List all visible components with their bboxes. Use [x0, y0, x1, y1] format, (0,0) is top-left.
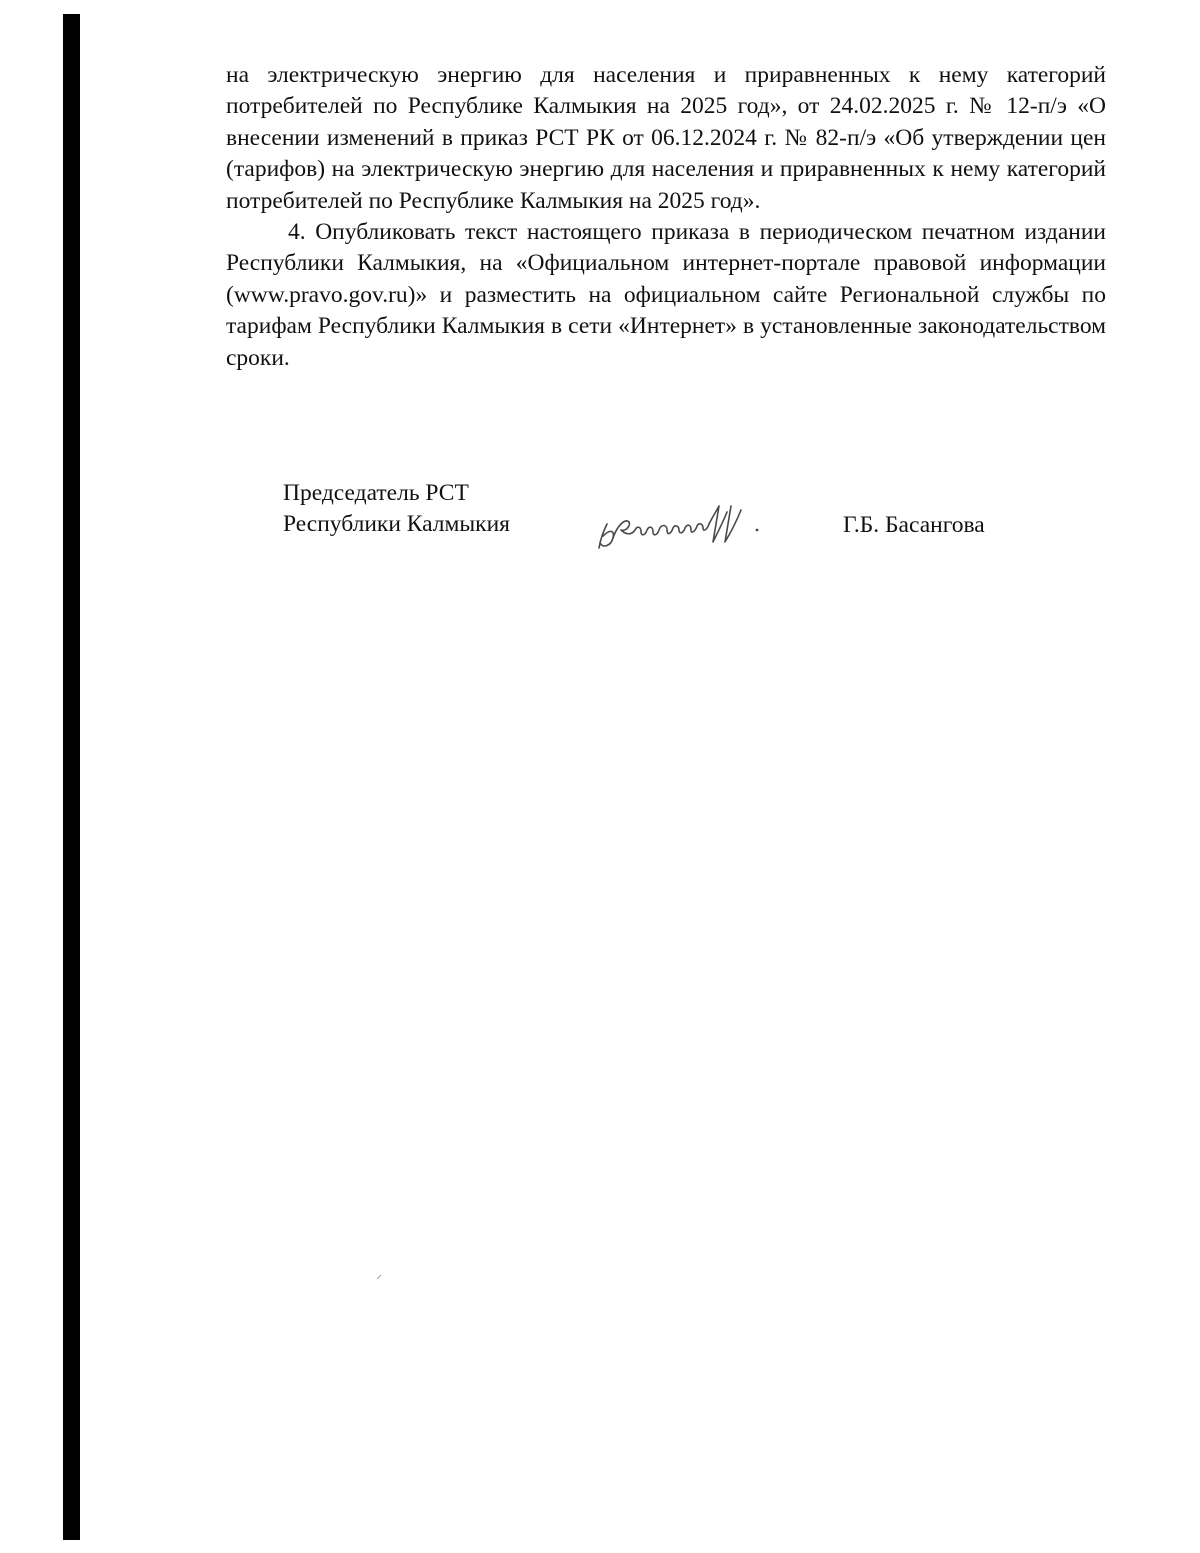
signer-position-line-1: Председатель РСТ	[283, 480, 469, 506]
signer-name: Г.Б. Басангова	[843, 512, 985, 538]
paragraph-item-4: 4. Опубликовать текст настоящего приказа в периодическом печатном издании Республики Калмыкия, на «Официальном интернет-портале правовой информации (www.pravo.gov.ru)» и разместить на официальном сайте Региональной службы по тарифам Республики Калмыкия в сети «Интернет» в установленные законодательством сроки.	[226, 219, 1106, 371]
document-body	[226, 60, 1106, 374]
signer-position-line-2: Республики Калмыкия	[283, 511, 510, 538]
signature-block	[283, 478, 1083, 558]
scan-border-edge	[63, 14, 80, 1540]
paragraph-continuation: на электрическую энергию для населения и приравненных к нему категорий потребителей по Республике Калмыкия на 2025 год», от 24.02.2025 г. № 12-п/э «О внесении изменений в приказ РСТ РК от 06.12.2024 г. № 82-п/э «Об утверждении цен (тарифов) на электрическую энергию для населения и приравненных к нему категорий потребителей по Республике Калмыкия на 2025 год».	[226, 62, 1106, 214]
signer-position	[283, 478, 510, 541]
handwritten-signature	[591, 496, 791, 554]
scan-speck	[376, 1274, 382, 1280]
